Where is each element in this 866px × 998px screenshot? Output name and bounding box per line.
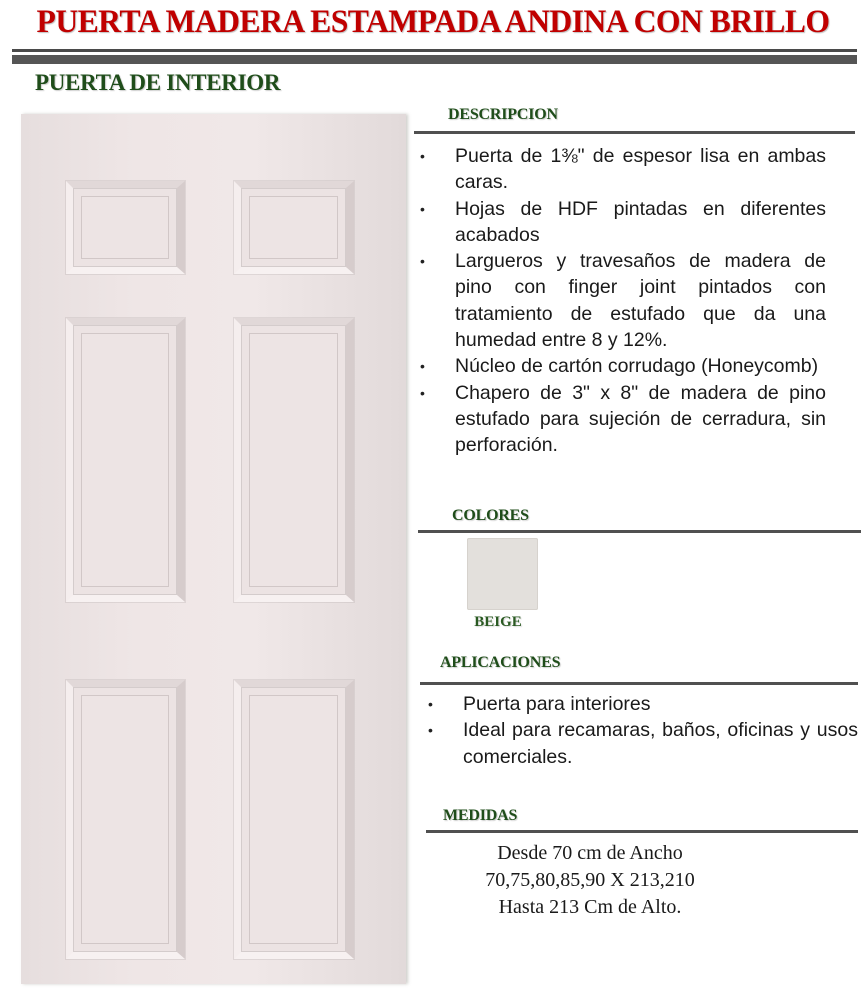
medidas-line: Desde 70 cm de Ancho bbox=[497, 842, 683, 864]
door-panel-middle-left bbox=[66, 318, 185, 602]
colores-heading: COLORES bbox=[452, 507, 529, 524]
medidas-heading: MEDIDAS bbox=[443, 807, 518, 824]
title-divider-thick bbox=[12, 55, 857, 64]
colores-divider bbox=[418, 530, 861, 533]
medidas-line: 70,75,80,85,90 X 213,210 bbox=[485, 869, 695, 891]
aplicaciones-divider bbox=[420, 682, 858, 685]
descripcion-list bbox=[420, 143, 826, 459]
door-panel-top-left bbox=[66, 181, 185, 274]
descripcion-item: • Hojas de HDF pintadas en diferentes acabados bbox=[420, 196, 826, 249]
descripcion-divider bbox=[414, 131, 855, 134]
color-swatch-label: BEIGE bbox=[474, 614, 522, 630]
product-category: PUERTA DE INTERIOR bbox=[35, 70, 281, 95]
page-title: PUERTA MADERA ESTAMPADA ANDINA CON BRILLO bbox=[36, 4, 830, 40]
medidas-line: Hasta 213 Cm de Alto. bbox=[498, 896, 682, 918]
door-panel-top-right bbox=[234, 181, 354, 274]
aplicaciones-item: • Puerta para interiores bbox=[428, 691, 858, 717]
door-panel-middle-right bbox=[234, 318, 354, 602]
door-product-image bbox=[21, 114, 406, 984]
aplicaciones-list bbox=[428, 691, 858, 770]
door-panel-bottom-left bbox=[66, 680, 185, 959]
descripcion-heading: DESCRIPCION bbox=[448, 106, 558, 123]
aplicaciones-item: • Ideal para recamaras, baños, oficinas y usos comerciales. bbox=[428, 717, 858, 770]
aplicaciones-heading: APLICACIONES bbox=[440, 654, 561, 671]
descripcion-item: • Chapero de 3" x 8" de madera de pino estufado para sujeción de cerradura, sin perforación. bbox=[420, 380, 826, 459]
door-panel-bottom-right bbox=[234, 680, 354, 959]
title-divider-thin bbox=[12, 49, 857, 52]
descripcion-item: • Núcleo de cartón corrudago (Honeycomb) bbox=[420, 353, 826, 379]
descripcion-item: • Puerta de 1⅜" de espesor lisa en ambas caras. bbox=[420, 143, 826, 196]
color-swatch-beige bbox=[467, 538, 538, 610]
descripcion-item: • Largueros y travesaños de madera de pino con finger joint pintados con tratamiento de estufado que da una humedad entre 8 y 12%. bbox=[420, 248, 826, 353]
medidas-text bbox=[440, 840, 740, 921]
medidas-divider bbox=[426, 830, 858, 833]
